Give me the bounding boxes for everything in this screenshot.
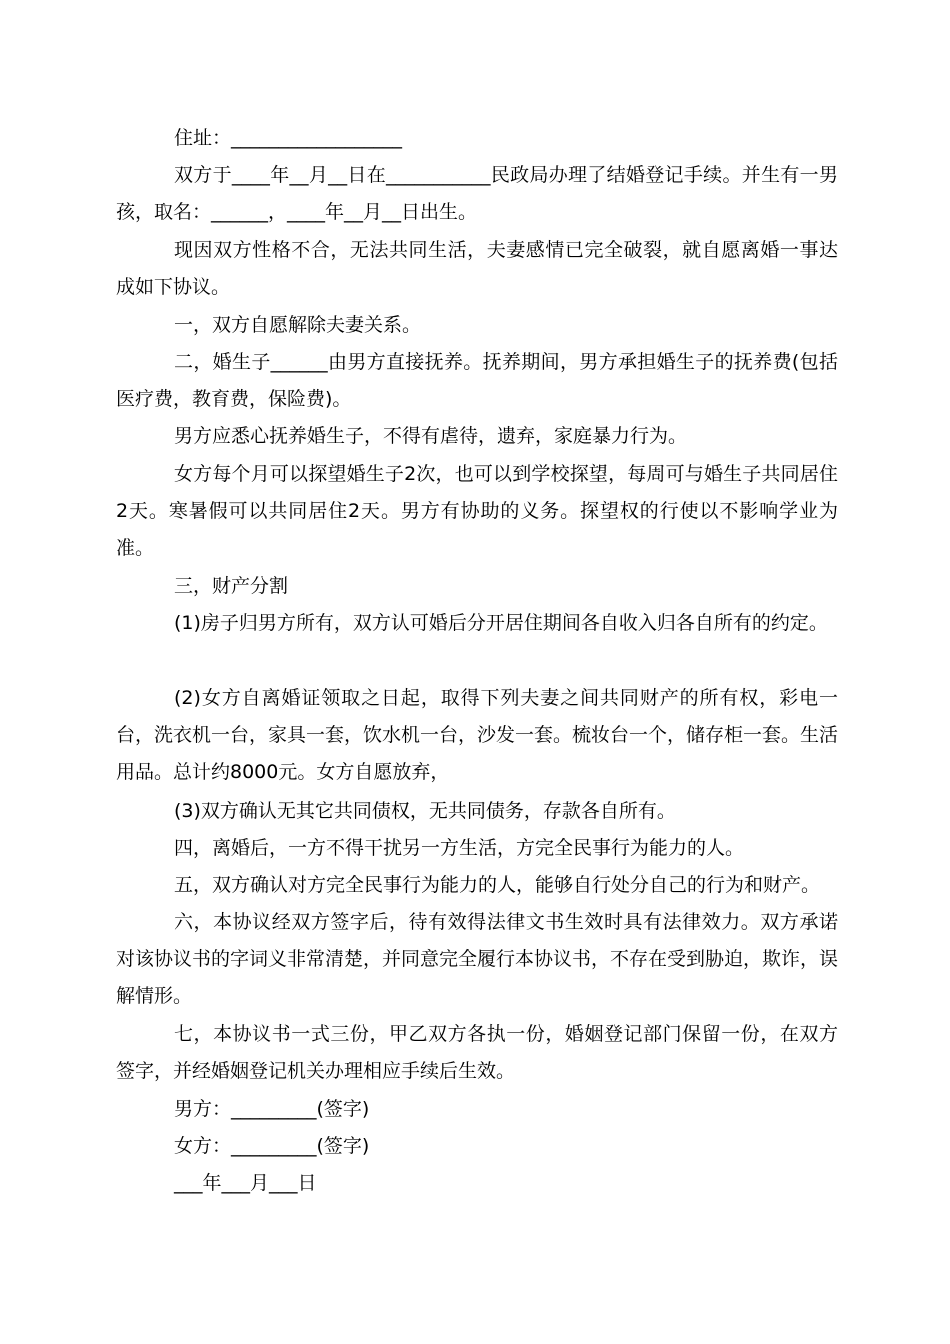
female-signature-line: 女方：_________(签字)	[174, 1135, 370, 1157]
reason-paragraph: 现因双方性格不合，无法共同生活，夫妻感情已完全破裂，就自愿离婚一事达成如下协议。	[116, 239, 838, 298]
date-line: ___年___月___日	[174, 1172, 317, 1194]
clause-7: 七，本协议书一式三份，甲乙双方各执一份，婚姻登记部门保留一份，在双方签字，并经婚姻登记机关办理相应手续后生效。	[116, 1023, 838, 1082]
address-line: 住址：__________________	[174, 127, 403, 149]
marriage-info-paragraph: 双方于____年__月__日在___________民政局办理了结婚登记手续。并生有一男孩，取名：______，____年__月__日出生。	[116, 164, 838, 223]
clause-4: 四，离婚后，一方不得干扰另一方生活，方完全民事行为能力的人。	[174, 837, 745, 859]
clause-1: 一，双方自愿解除夫妻关系。	[174, 314, 422, 336]
male-signature-line: 男方：_________(签字)	[174, 1098, 370, 1120]
clause-3-item-1: (1)房子归男方所有，双方认可婚后分开居住期间各自收入归各自所有的约定。	[174, 612, 828, 634]
clause-3-heading: 三，财产分割	[174, 575, 289, 597]
clause-2: 二，婚生子______由男方直接抚养。抚养期间，男方承担婚生子的抚养费(包括医疗费，教育费，保险费)。	[116, 351, 838, 410]
clause-2-visit: 女方每个月可以探望婚生子2次，也可以到学校探望，每周可与婚生子共同居住2天。寒暑假可以共同居住2天。男方有协助的义务。探望权的行使以不影响学业为准。	[116, 463, 838, 559]
clause-2-care: 男方应悉心抚养婚生子，不得有虐待，遗弃，家庭暴力行为。	[174, 425, 688, 447]
clause-3-item-2: (2)女方自离婚证领取之日起，取得下列夫妻之间共同财产的所有权，彩电一台，洗衣机一台，家具一套，饮水机一台，沙发一套。梳妆台一个，储存柜一套。生活用品。总计约8000元。女方自愿放弃，	[116, 687, 839, 783]
clause-5: 五，双方确认对方完全民事行为能力的人，能够自行处分自己的行为和财产。	[174, 874, 821, 896]
clause-3-item-3: (3)双方确认无其它共同债权，无共同债务，存款各自所有。	[174, 800, 676, 822]
clause-6: 六，本协议经双方签字后，待有效得法律文书生效时具有法律效力。双方承诺对该协议书的字词义非常清楚，并同意完全履行本协议书，不存在受到胁迫，欺诈，误解情形。	[116, 911, 839, 1007]
